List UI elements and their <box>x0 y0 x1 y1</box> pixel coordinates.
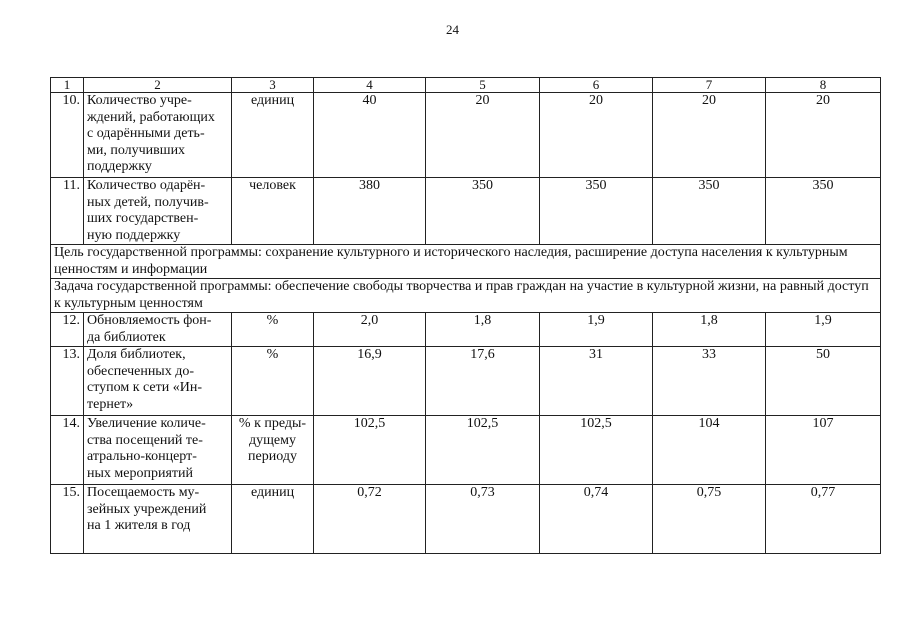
indicator-value: 0,74 <box>540 485 653 554</box>
indicator-value: 33 <box>653 347 766 416</box>
indicator-name: Доля библиотек, обеспеченных до- ступом к сети «Ин- тернет» <box>84 347 232 416</box>
indicator-value: 50 <box>766 347 881 416</box>
indicator-value: 350 <box>653 178 766 245</box>
row-number: 10. <box>51 93 84 178</box>
task-row <box>51 279 881 313</box>
header-cell: 6 <box>540 78 653 93</box>
header-cell: 7 <box>653 78 766 93</box>
indicator-value: 350 <box>426 178 540 245</box>
indicator-value: 1,8 <box>426 313 540 347</box>
indicator-value: 2,0 <box>314 313 426 347</box>
indicator-value: 102,5 <box>314 416 426 485</box>
indicator-value: 0,72 <box>314 485 426 554</box>
table-row <box>51 347 881 416</box>
indicator-value: 0,75 <box>653 485 766 554</box>
indicator-value: 0,77 <box>766 485 881 554</box>
header-cell: 2 <box>84 78 232 93</box>
indicator-unit: % <box>232 313 314 347</box>
indicator-value: 107 <box>766 416 881 485</box>
indicator-value: 20 <box>426 93 540 178</box>
indicator-value: 1,8 <box>653 313 766 347</box>
page-number: 24 <box>446 22 459 37</box>
indicators-table <box>50 77 881 554</box>
indicator-value: 1,9 <box>766 313 881 347</box>
indicator-value: 104 <box>653 416 766 485</box>
indicator-value: 40 <box>314 93 426 178</box>
indicator-name: Посещаемость му- зейных учреждений на 1 жителя в год <box>84 485 232 554</box>
header-row <box>51 78 881 93</box>
indicator-value: 1,9 <box>540 313 653 347</box>
table-row <box>51 313 881 347</box>
indicator-value: 20 <box>540 93 653 178</box>
indicator-value: 0,73 <box>426 485 540 554</box>
task-text: Задача государственной программы: обеспечение свободы творчества и прав граждан на участие в культурной жизни, на равный доступ к культурным ценностям <box>51 279 881 313</box>
header-cell: 4 <box>314 78 426 93</box>
indicator-unit: % <box>232 347 314 416</box>
indicator-value: 102,5 <box>540 416 653 485</box>
indicator-unit: человек <box>232 178 314 245</box>
table-row <box>51 485 881 554</box>
indicator-value: 20 <box>653 93 766 178</box>
indicator-value: 102,5 <box>426 416 540 485</box>
row-number: 13. <box>51 347 84 416</box>
row-number: 12. <box>51 313 84 347</box>
indicator-value: 16,9 <box>314 347 426 416</box>
table-row <box>51 178 881 245</box>
indicator-value: 17,6 <box>426 347 540 416</box>
indicator-unit: единиц <box>232 485 314 554</box>
indicator-value: 20 <box>766 93 881 178</box>
header-cell: 1 <box>51 78 84 93</box>
row-number: 14. <box>51 416 84 485</box>
indicator-name: Обновляемость фон- да библиотек <box>84 313 232 347</box>
header-cell: 5 <box>426 78 540 93</box>
indicator-value: 350 <box>766 178 881 245</box>
header-cell: 8 <box>766 78 881 93</box>
goal-text: Цель государственной программы: сохранение культурного и исторического наследия, расширение доступа населения к культурным ценностям и информации <box>51 245 881 279</box>
indicator-name: Увеличение количе- ства посещений те- атрально-концерт- ных мероприятий <box>84 416 232 485</box>
indicator-value: 350 <box>540 178 653 245</box>
table-row <box>51 416 881 485</box>
indicator-value: 380 <box>314 178 426 245</box>
goal-row <box>51 245 881 279</box>
header-cell: 3 <box>232 78 314 93</box>
indicator-value: 31 <box>540 347 653 416</box>
row-number: 11. <box>51 178 84 245</box>
indicator-name: Количество учре- ждений, работающих с одарёнными деть- ми, получивших поддержку <box>84 93 232 178</box>
indicator-unit: единиц <box>232 93 314 178</box>
indicator-unit: % к преды- дущему периоду <box>232 416 314 485</box>
row-number: 15. <box>51 485 84 554</box>
table-row <box>51 93 881 178</box>
indicator-name: Количество одарён- ных детей, получив- ших государствен- ную поддержку <box>84 178 232 245</box>
